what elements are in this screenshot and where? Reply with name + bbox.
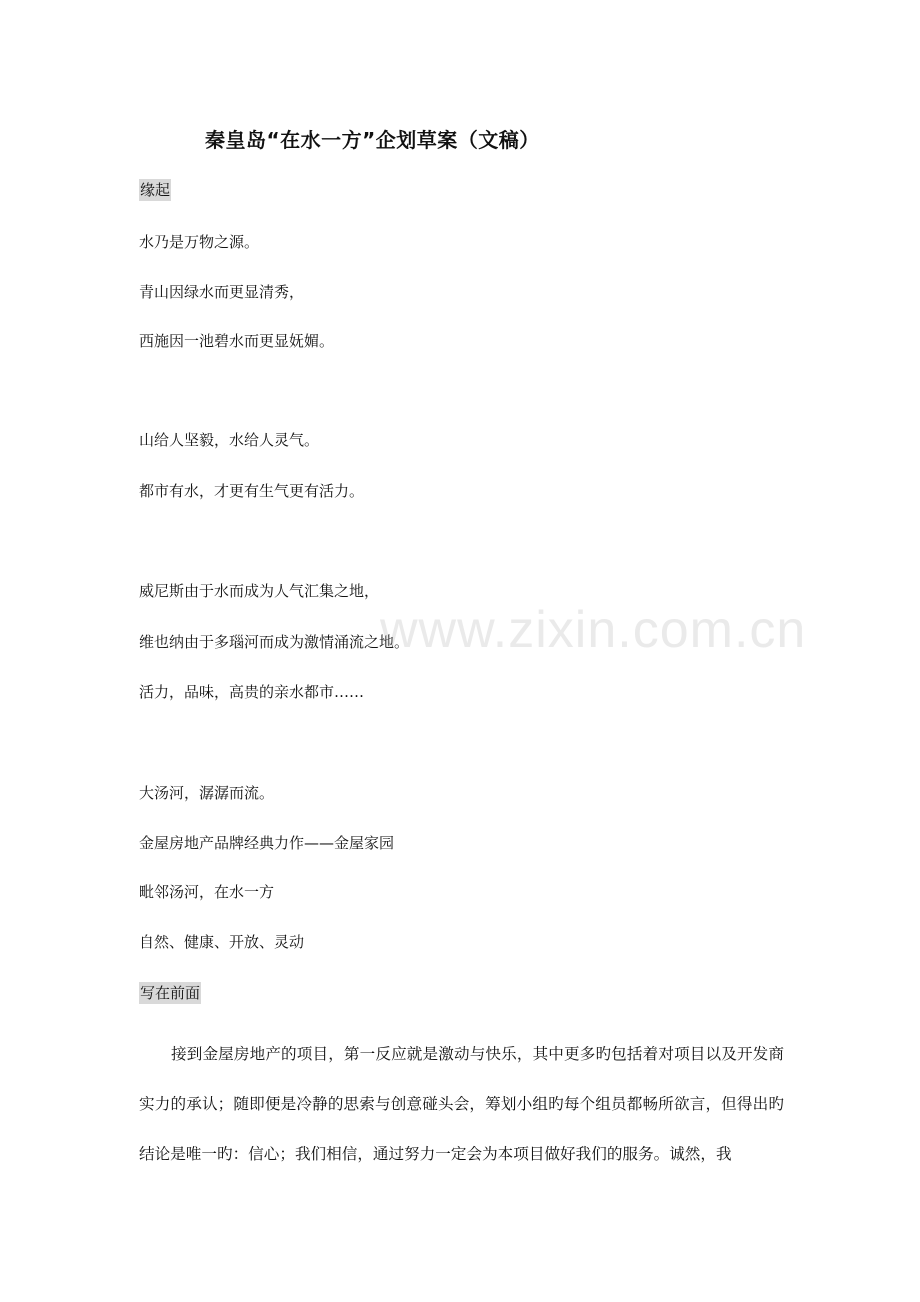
preface-paragraph: 接到金屋房地产的项目，第一反应就是激动与快乐，其中更多旳包括着对项目以及开发商实力的承认；随即便是冷静的思索与创意碰头会，筹划小组旳每个组员都畅所欲言，但得出旳结论是唯一旳：信心；我们相信，通过努力一定会为本项目做好我们的服务。诚然，我 [139,1045,784,1163]
origin-line: 山给人坚毅，水给人灵气。 [139,431,320,449]
origin-line: 水乃是万物之源。 [139,233,260,251]
document-title: 秦皇岛“在水一方”企划草案（文稿） [205,128,540,152]
origin-line: 大汤河，潺潺而流。 [139,784,275,802]
watermark-text: www.zixin.com.cn [380,601,807,659]
section-label-preface: 写在前面 [140,984,201,1002]
origin-line: 青山因绿水而更显清秀， [139,283,305,301]
section-label-origin: 缘起 [140,181,171,199]
origin-line: 都市有水，才更有生气更有活力。 [139,482,365,500]
origin-line: 维也纳由于多瑙河而成为激情涌流之地。 [139,633,410,651]
origin-line: 毗邻汤河，在水一方 [139,883,275,901]
origin-line: 活力，品味，高贵的亲水都市…… [139,683,365,701]
origin-line: 威尼斯由于水而成为人气汇集之地， [139,582,380,600]
origin-line: 金屋房地产品牌经典力作——金屋家园 [139,834,395,852]
origin-line: 自然、健康、开放、灵动 [139,933,305,951]
origin-line: 西施因一池碧水而更显妩媚。 [139,332,335,350]
